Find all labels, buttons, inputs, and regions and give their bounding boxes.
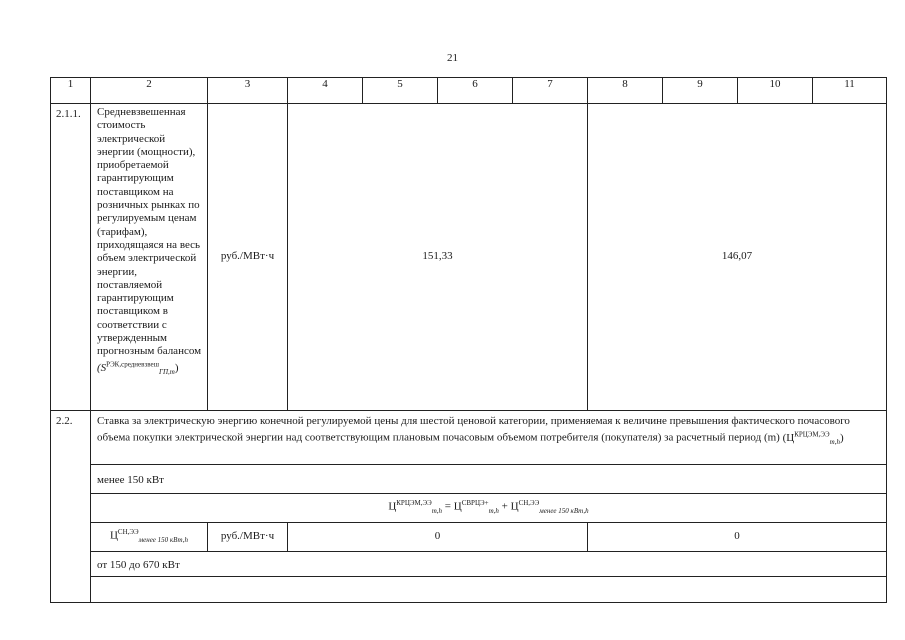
band-1-formula-row — [51, 494, 887, 523]
row-2-2-title-cell — [91, 411, 887, 465]
value-first-half: 0 — [288, 523, 588, 552]
row-2-2-title — [51, 411, 887, 465]
param-symbol-cell: $Ц^{СН,ЭЭ}_{менее 150 кВт,h}$ — [91, 523, 208, 552]
band-2-empty-row — [51, 577, 887, 603]
row-2-2-symbol: $(Ц^{КРЦЭМ,ЭЭ}_{m,h})$ — [782, 430, 844, 447]
header-cell: 3 — [208, 78, 288, 104]
band-1-value-row — [51, 523, 887, 552]
row-number: 2.1.1. — [51, 104, 91, 411]
header-row — [51, 78, 887, 104]
header-cell: 2 — [91, 78, 208, 104]
value-second-half: 146,07 — [588, 104, 887, 411]
header-cell: 11 — [813, 78, 887, 104]
page-number: 21 — [447, 52, 458, 64]
value-first-half: 151,33 — [288, 104, 588, 411]
header-cell: 5 — [363, 78, 438, 104]
band-label: от 150 до 670 кВт — [91, 552, 887, 577]
value-second-half: 0 — [588, 523, 887, 552]
row-number: 2.2. — [51, 411, 91, 603]
formula-cell: $Ц^{КРЦЭМ,ЭЭ}_{m,h} = Ц^{СВРЦЭ+}_{m,h} + Ц^{СН,ЭЭ}_{менее 150 кВт,h}$ — [91, 494, 887, 523]
indicator-symbol: $(S^{РЭК,средневзвеш}_{ГП,m})$ — [97, 360, 179, 377]
header-cell: 6 — [438, 78, 513, 104]
band-1-label-row — [51, 465, 887, 494]
row-2-1-1 — [51, 104, 887, 411]
header-cell: 1 — [51, 78, 91, 104]
empty-cell — [91, 577, 887, 603]
header-cell: 7 — [513, 78, 588, 104]
row-2-2-title-text: Ставка за электрическую энергию конечной регулируемой цены для шестой ценовой категории, применяемая к величине превышения фактического почасового объема покупки электрической энергии над соответствующим плановым почасовым объемом потребителя (покупателя) за расчетный период (m) — [97, 415, 850, 444]
unit-cell: руб./МВт·ч — [208, 523, 288, 552]
indicator-name-text: Средневзвешенная стоимость электрической энергии (мощности), приобретаемой гарантирующим поставщиком на розничных рынках по регулируемым ценам (тарифам), приходящаяся на весь объем электрической энергии, поставляемой гарантирующим поставщиком в соответствии с утвержденным прогнозным балансом — [97, 106, 202, 358]
band-label: менее 150 кВт — [91, 465, 887, 494]
header-cell: 4 — [288, 78, 363, 104]
unit-cell: руб./МВт·ч — [208, 104, 288, 411]
header-cell: 9 — [663, 78, 738, 104]
header-cell: 8 — [588, 78, 663, 104]
indicator-name — [91, 104, 208, 411]
band-2-label-row — [51, 552, 887, 577]
header-cell: 10 — [738, 78, 813, 104]
tariff-table — [50, 77, 887, 603]
